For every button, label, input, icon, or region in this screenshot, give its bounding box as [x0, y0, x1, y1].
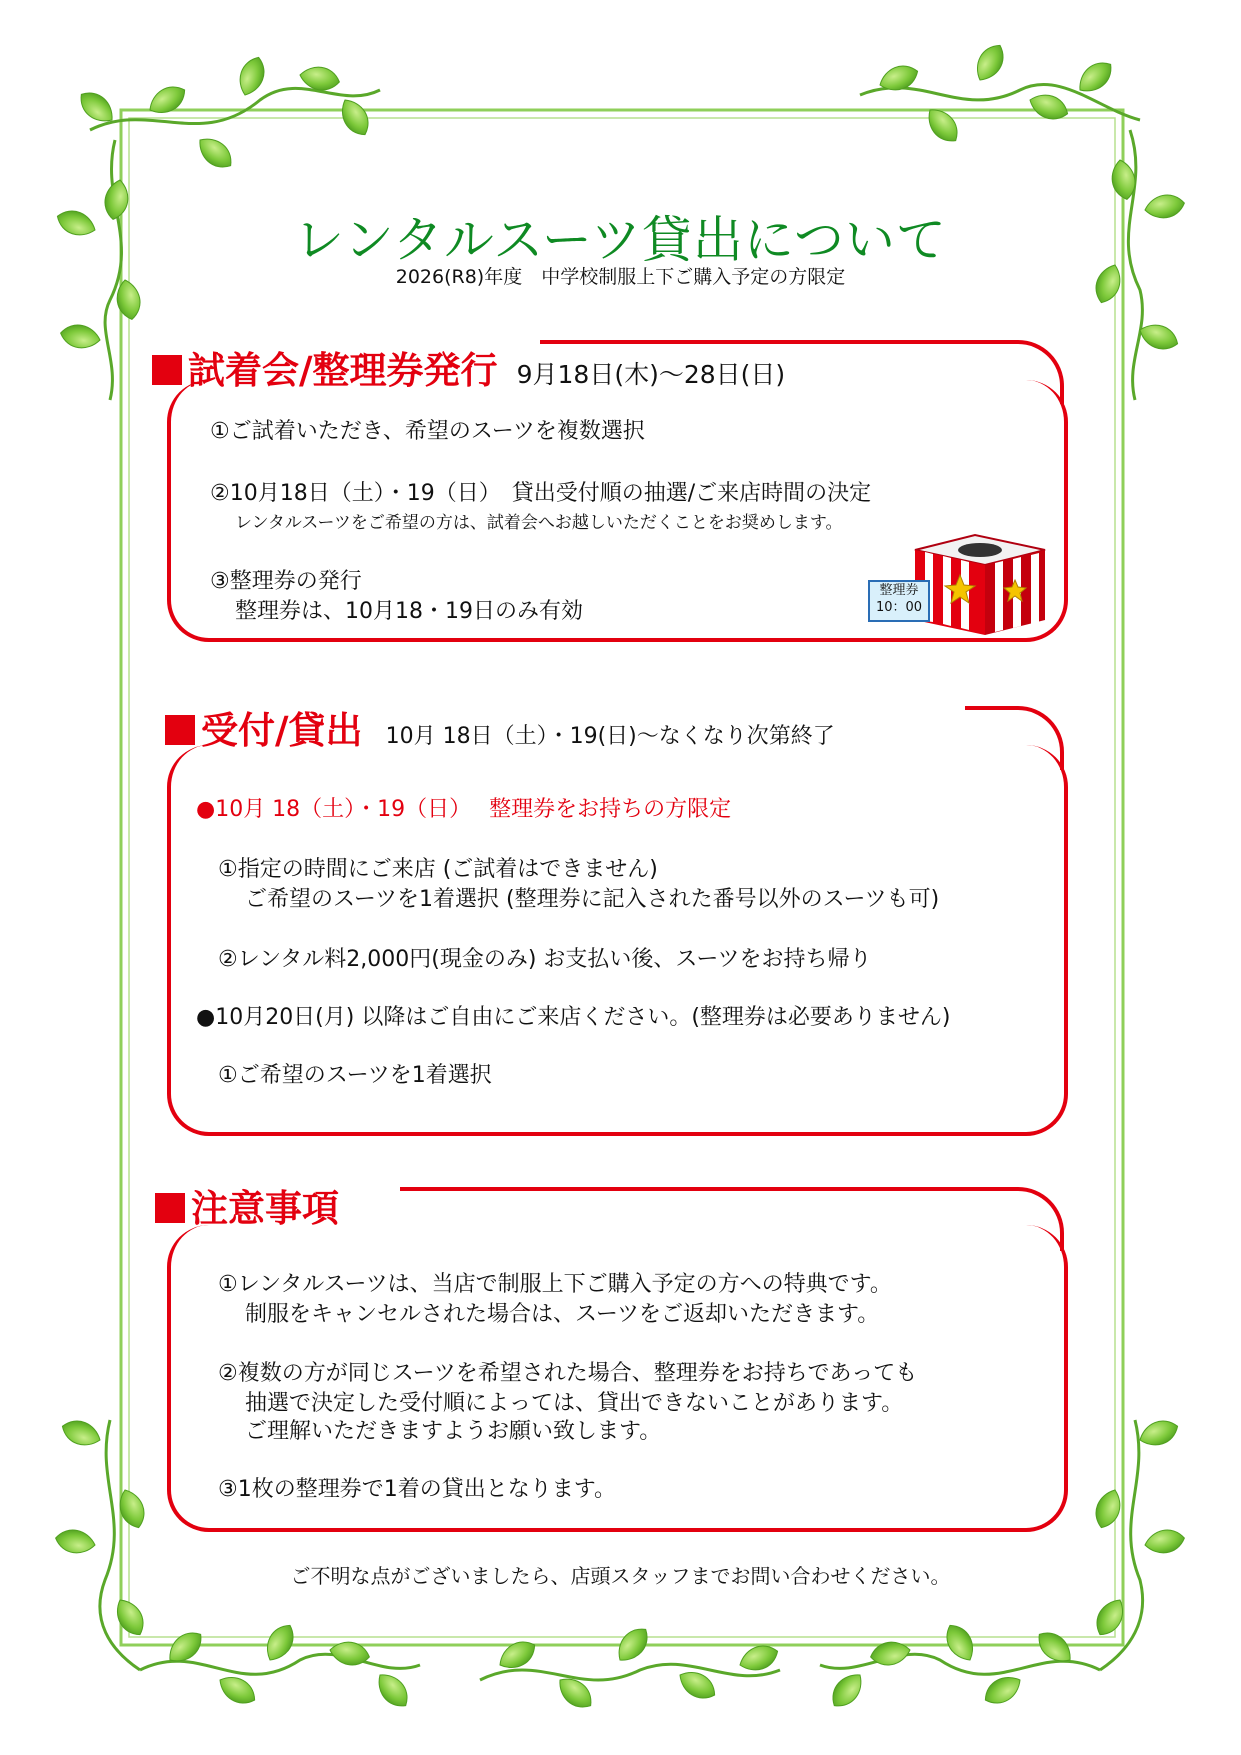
vine-bottom-center: [480, 1622, 781, 1714]
page-subtitle: 2026(R8)年度 中学校制服上下ご購入予定の方限定: [395, 266, 846, 288]
red-square-icon: [165, 715, 195, 745]
section1-item2-note: レンタルスーツをご希望の方は、試着会へお越しいただくことをお奨めします。: [235, 513, 843, 533]
section1-item1: ①ご試着いただき、希望のスーツを複数選択: [210, 419, 645, 444]
section1-date: 9月18日(木)～28日(日): [516, 360, 786, 389]
section2-bullet2: ●10月20日(月) 以降はご自由にご来店ください。(整理券は必要ありません): [196, 1005, 951, 1030]
red-square-icon: [152, 355, 182, 385]
section3-item2: ②複数の方が同じスーツを希望された場合、整理券をお持ちであっても: [218, 1361, 918, 1386]
section2-b1-item1: ①指定の時間にご来店 (ご試着はできません): [218, 857, 658, 882]
red-square-icon: [155, 1193, 185, 1223]
section3-header: [155, 1178, 339, 1232]
section1-heading: 試着会/整理券発行: [188, 349, 498, 392]
section2-heading: 受付/貸出: [201, 709, 363, 752]
section2-b1-item1-note: ご希望のスーツを1着選択 (整理券に記入された番号以外のスーツも可): [245, 887, 940, 912]
section2-header: [165, 700, 835, 754]
section3-item3: ③1枚の整理券で1着の貸出となります。: [218, 1477, 616, 1502]
ticket-tag: [868, 580, 930, 622]
section3-item2-note1: 抽選で決定した受付順によっては、貸出できないことがあります。: [245, 1391, 904, 1416]
ticket-time: 10：00: [875, 600, 923, 615]
section3-item2-note2: ご理解いただきますようお願い致します。: [245, 1419, 662, 1444]
section1-header: [152, 340, 785, 394]
page-title: レンタルスーツ貸出について: [294, 211, 947, 269]
section1-item3-note: 整理券は、10月18・19日のみ有効: [235, 599, 583, 624]
section2-b2-item1: ①ご希望のスーツを1着選択: [218, 1063, 492, 1088]
section1-item3: ③整理券の発行: [210, 569, 362, 594]
section2-b1-item2: ②レンタル料2,000円(現金のみ) お支払い後、スーツをお持ち帰り: [218, 947, 872, 972]
section2-bullet1: ●10月 18（土）・19（日） 整理券をお持ちの方限定: [196, 797, 732, 822]
section3-item1: ①レンタルスーツは、当店で制服上下ご購入予定の方への特典です。: [218, 1272, 892, 1297]
section2-date: 10月 18日（土）・19(日)～なくなり次第終了: [385, 724, 835, 749]
section3-item1-note: 制服をキャンセルされた場合は、スーツをご返却いただきます。: [245, 1302, 880, 1327]
ticket-label: 整理券: [879, 583, 919, 598]
section1-item2: ②10月18日（土）・19（日） 貸出受付順の抽選/ご来店時間の決定: [210, 481, 872, 506]
footer-note: ご不明な点がございましたら、店頭スタッフまでお問い合わせください。: [290, 1564, 951, 1588]
section3-heading: 注意事項: [191, 1187, 339, 1230]
